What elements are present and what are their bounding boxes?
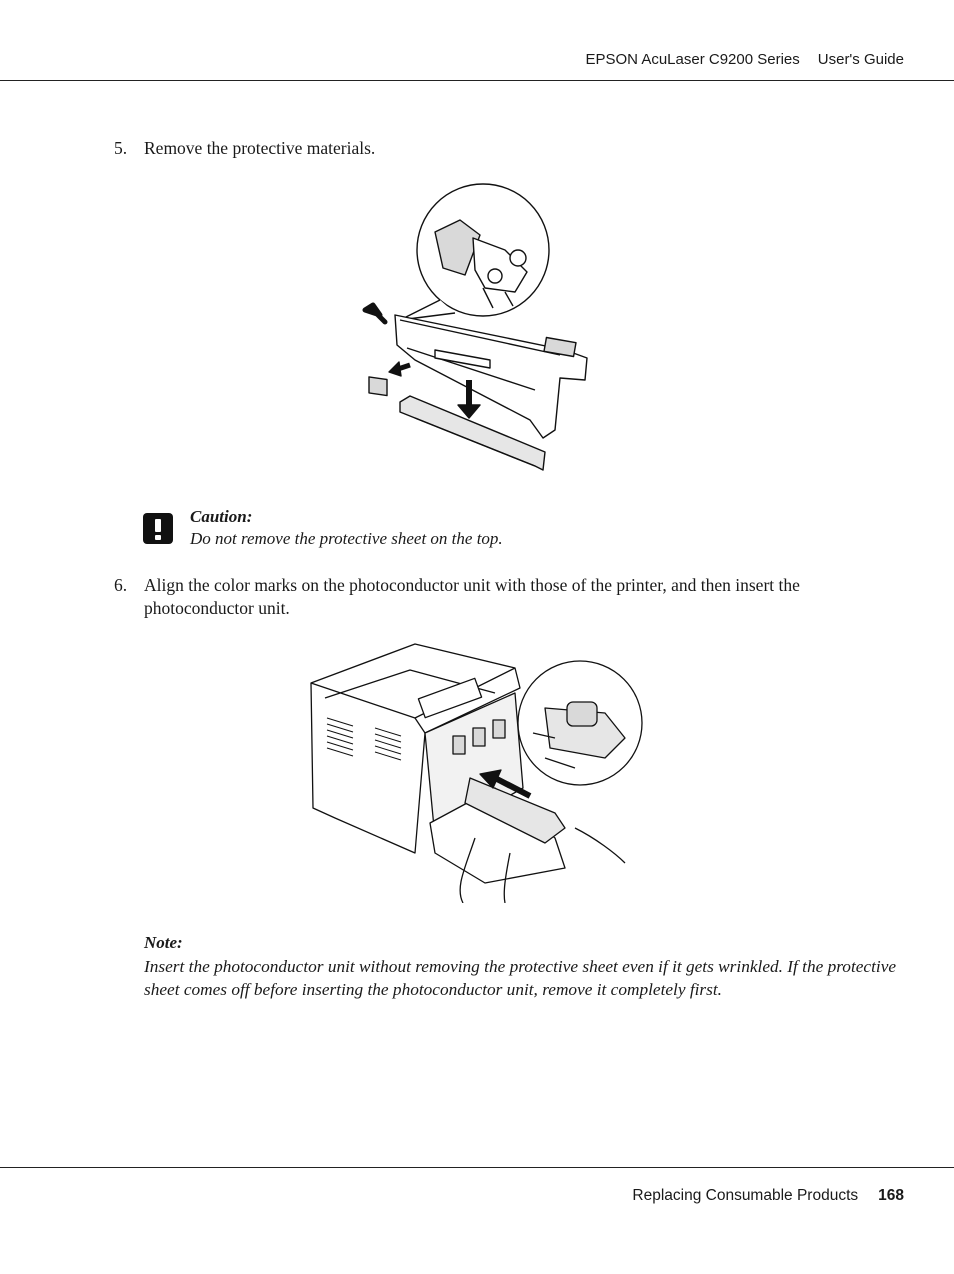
caution-icon	[143, 513, 173, 544]
step-number: 6.	[114, 575, 128, 595]
running-header	[585, 51, 904, 68]
caution-title: Caution:	[190, 507, 253, 526]
footer-section: Replacing Consumable Products	[632, 1187, 859, 1204]
header-product: EPSON AcuLaser C9200 Series	[585, 51, 800, 68]
footer-rule	[0, 1167, 954, 1168]
remove-protective-materials-illustration	[355, 180, 605, 480]
header-rule	[0, 80, 954, 81]
header-guide: User's Guide	[817, 51, 904, 68]
note-title: Note:	[144, 933, 183, 952]
insert-photoconductor-illustration	[305, 638, 650, 903]
note-body: Insert the photoconductor unit without removing the protective sheet even if it gets wrinkled. If the protective sheet comes off before inserting the photoconductor unit, remove it completely first.	[144, 957, 897, 999]
step-number: 5.	[114, 138, 128, 158]
running-footer	[632, 1187, 904, 1205]
caution-body: Do not remove the protective sheet on the top.	[190, 529, 503, 548]
step-text: Align the color marks on the photoconductor unit with those of the printer, and then insert the photoconductor unit.	[144, 575, 800, 618]
step-text: Remove the protective materials.	[144, 138, 376, 158]
page-number: 168	[878, 1187, 904, 1204]
